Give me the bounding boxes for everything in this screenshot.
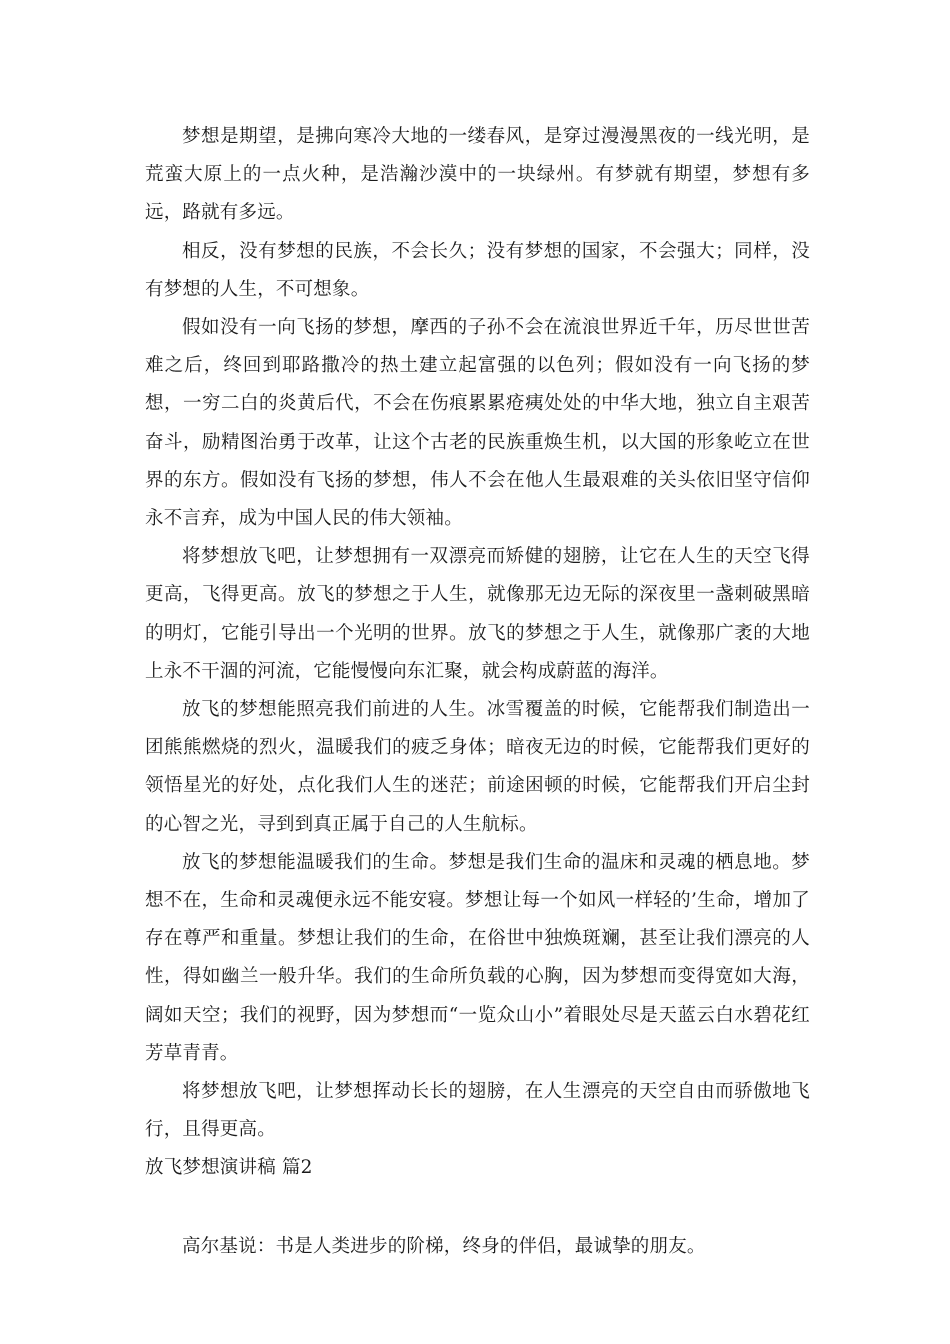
- paragraph: 放飞的梦想能照亮我们前进的人生。冰雪覆盖的时候，它能帮我们制造出一团熊熊燃烧的烈火，温暖我们的疲乏身体；暗夜无边的时候，它能帮我们更好的领悟星光的好处，点化我们人生的迷茫；前途困顿的时候，它能帮我们开启尘封的心智之光，寻到到真正属于自己的人生航标。: [145, 699, 810, 835]
- document-page: [145, 118, 810, 1266]
- paragraph: 将梦想放飞吧，让梦想拥有一双漂亮而矫健的翅膀，让它在人生的天空飞得更高，飞得更高。放飞的梦想之于人生，就像那无边无际的深夜里一盏刺破黑暗的明灯，它能引导出一个光明的世界。放飞的梦想之于人生，就像那广袤的大地上永不干涸的河流，它能慢慢向东汇聚，就会构成蔚蓝的海洋。: [145, 546, 810, 682]
- paragraph: 将梦想放飞吧，让梦想挥动长长的翅膀，在人生漂亮的天空自由而骄傲地飞行，且得更高。: [145, 1081, 810, 1141]
- spacer: [145, 1188, 810, 1228]
- paragraph: 放飞的梦想能温暖我们的生命。梦想是我们生命的温床和灵魂的栖息地。梦想不在，生命和灵魂便永远不能安寝。梦想让每一个如风一样轻的’生命，增加了存在尊严和重量。梦想让我们的生命，在俗世中独焕斑斓，甚至让我们漂亮的人性，得如幽兰一般升华。我们的生命所负载的心胸，因为梦想而变得宽如大海，阔如天空；我们的视野，因为梦想而“一览众山小”着眼处尽是天蓝云白水碧花红芳草青青。: [145, 851, 810, 1064]
- section-heading: 放飞梦想演讲稿 篇2: [145, 1157, 313, 1179]
- paragraph: 梦想是期望，是拂向寒冷大地的一缕春风，是穿过漫漫黑夜的一线光明，是荒蛮大原上的一点火种，是浩瀚沙漠中的一块绿州。有梦就有期望，梦想有多远，路就有多远。: [145, 126, 810, 224]
- paragraph: 相反，没有梦想的民族，不会长久；没有梦想的国家，不会强大；同样，没有梦想的人生，不可想象。: [145, 240, 810, 300]
- paragraph: 高尔基说：书是人类进步的阶梯，终身的伴侣，最诚挚的朋友。: [182, 1235, 706, 1257]
- paragraph: 假如没有一向飞扬的梦想，摩西的子孙不会在流浪世界近千年，历尽世世苦难之后，终回到耶路撒冷的热土建立起富强的以色列；假如没有一向飞扬的梦想，一穷二白的炎黄后代，不会在伤痕累累疮痍处处的中华大地，独立自主艰苦奋斗，励精图治勇于改革，让这个古老的民族重焕生机，以大国的形象屹立在世界的东方。假如没有飞扬的梦想，伟人不会在他人生最艰难的关头依旧坚守信仰永不言弃，成为中国人民的伟大领袖。: [145, 317, 810, 530]
